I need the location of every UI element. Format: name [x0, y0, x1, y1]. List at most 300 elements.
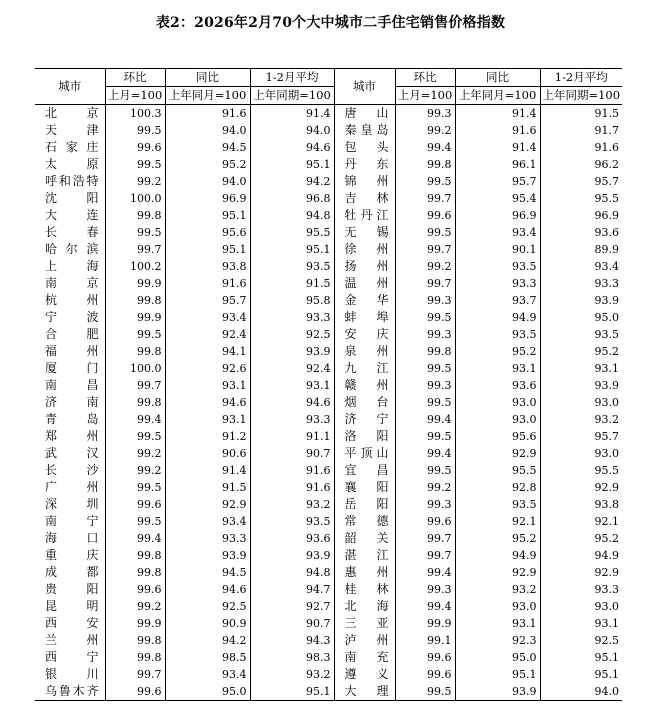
avg-value: 91.5 [594, 107, 619, 120]
yoy-value: 93.8 [165, 258, 250, 275]
avg-value: 92.1 [594, 515, 619, 528]
mom-value: 99.6 [395, 666, 455, 683]
city-name: 成都 [35, 564, 105, 581]
avg-value: 92.7 [250, 598, 334, 615]
yoy-value: 94.2 [165, 632, 250, 649]
city-name: 南京 [35, 275, 105, 292]
mom-value: 99.5 [395, 683, 455, 701]
table-row [35, 190, 622, 207]
table-row [35, 309, 622, 326]
avg-value: 95.8 [250, 292, 334, 309]
yoy-value: 95.1 [455, 666, 540, 683]
city-name: 石家庄 [35, 139, 105, 156]
mom-value: 99.6 [105, 496, 165, 513]
yoy-value: 92.9 [455, 445, 540, 462]
city-name: 西安 [35, 615, 105, 632]
city-name: 惠州 [334, 564, 395, 581]
table-body [35, 105, 622, 701]
mom-value: 99.3 [395, 496, 455, 513]
avg-value: 93.3 [594, 277, 619, 290]
city-name: 重庆 [35, 547, 105, 564]
yoy-value: 94.6 [165, 581, 250, 598]
mom-value: 99.9 [395, 615, 455, 632]
avg-value: 93.6 [250, 530, 334, 547]
avg-value: 91.5 [250, 275, 334, 292]
avg-value: 95.1 [594, 668, 619, 681]
city-name: 大连 [35, 207, 105, 224]
avg-value: 93.5 [250, 258, 334, 275]
city-name: 平顶山 [334, 445, 395, 462]
mom-value: 99.5 [395, 462, 455, 479]
mom-value: 99.6 [105, 581, 165, 598]
avg-value: 93.9 [594, 379, 619, 392]
yoy-value: 91.4 [455, 139, 540, 156]
avg-value: 94.3 [250, 632, 334, 649]
city-name: 秦皇岛 [334, 122, 395, 139]
avg-value: 95.7 [594, 430, 619, 443]
avg-value: 92.9 [594, 566, 619, 579]
avg-value: 93.1 [250, 377, 334, 394]
yoy-value: 92.3 [455, 632, 540, 649]
avg-value: 94.6 [250, 139, 334, 156]
city-name: 安庆 [334, 326, 395, 343]
avg-header-left: 1-2月平均 [250, 69, 334, 87]
city-name: 烟台 [334, 394, 395, 411]
mom-sub-right: 上月=100 [395, 87, 455, 105]
mom-value: 99.7 [395, 275, 455, 292]
yoy-value: 95.7 [455, 173, 540, 190]
city-header-left: 城市 [35, 69, 105, 105]
mom-value: 99.6 [105, 139, 165, 156]
yoy-value: 95.2 [455, 343, 540, 360]
avg-value: 91.6 [250, 479, 334, 496]
mom-value: 99.5 [105, 224, 165, 241]
avg-value: 93.1 [594, 617, 619, 630]
yoy-value: 95.4 [455, 190, 540, 207]
avg-header-right: 1-2月平均 [540, 69, 622, 87]
yoy-sub-left: 上年同月=100 [165, 87, 250, 105]
avg-value: 91.1 [250, 428, 334, 445]
table-row [35, 666, 622, 683]
table-row [35, 649, 622, 666]
mom-value: 100.0 [105, 190, 165, 207]
avg-value: 93.0 [594, 396, 619, 409]
mom-value: 100.2 [105, 258, 165, 275]
city-name: 哈尔滨 [35, 241, 105, 258]
avg-value: 93.2 [250, 496, 334, 513]
city-name: 济南 [35, 394, 105, 411]
avg-value: 95.2 [594, 345, 619, 358]
mom-value: 99.3 [395, 326, 455, 343]
avg-value: 93.3 [250, 309, 334, 326]
avg-value: 91.6 [594, 141, 619, 154]
mom-value: 99.8 [105, 292, 165, 309]
yoy-value: 93.2 [455, 581, 540, 598]
avg-value: 93.6 [594, 226, 619, 239]
mom-value: 99.2 [105, 173, 165, 190]
yoy-value: 93.4 [165, 309, 250, 326]
table-row [35, 343, 622, 360]
city-name: 沈阳 [35, 190, 105, 207]
yoy-value: 95.1 [165, 207, 250, 224]
yoy-value: 90.9 [165, 615, 250, 632]
avg-value: 95.5 [594, 192, 619, 205]
mom-value: 99.2 [395, 122, 455, 139]
city-name: 襄阳 [334, 479, 395, 496]
yoy-value: 93.0 [455, 411, 540, 428]
mom-value: 99.2 [395, 479, 455, 496]
table-row [35, 581, 622, 598]
city-name: 蚌埠 [334, 309, 395, 326]
yoy-value: 91.4 [455, 105, 540, 123]
avg-value: 94.8 [250, 207, 334, 224]
yoy-value: 94.5 [165, 564, 250, 581]
avg-value: 91.6 [250, 462, 334, 479]
yoy-sub-right: 上年同月=100 [455, 87, 540, 105]
table-row [35, 207, 622, 224]
yoy-value: 93.1 [165, 377, 250, 394]
table-row [35, 377, 622, 394]
city-name: 南昌 [35, 377, 105, 394]
mom-value: 99.6 [105, 683, 165, 701]
mom-value: 99.5 [105, 513, 165, 530]
mom-header-left: 环比 [105, 69, 165, 87]
avg-value: 93.9 [250, 547, 334, 564]
table-row [35, 224, 622, 241]
city-name: 郑州 [35, 428, 105, 445]
yoy-value: 96.1 [455, 156, 540, 173]
yoy-value: 93.3 [455, 275, 540, 292]
mom-value: 99.7 [395, 190, 455, 207]
mom-value: 99.8 [395, 156, 455, 173]
yoy-value: 92.5 [165, 598, 250, 615]
yoy-value: 93.4 [455, 224, 540, 241]
yoy-value: 94.0 [165, 122, 250, 139]
mom-value: 99.9 [105, 309, 165, 326]
yoy-value: 92.4 [165, 326, 250, 343]
city-name: 赣州 [334, 377, 395, 394]
city-name: 武汉 [35, 445, 105, 462]
city-name: 扬州 [334, 258, 395, 275]
avg-value: 96.9 [594, 209, 619, 222]
city-name: 广州 [35, 479, 105, 496]
yoy-header-right: 同比 [455, 69, 540, 87]
table-row [35, 173, 622, 190]
avg-sub-left: 上年同期=100 [250, 87, 334, 105]
city-name: 丹东 [334, 156, 395, 173]
city-name: 福州 [35, 343, 105, 360]
yoy-value: 95.0 [165, 683, 250, 701]
mom-value: 99.5 [105, 122, 165, 139]
mom-header-right: 环比 [395, 69, 455, 87]
city-name: 天津 [35, 122, 105, 139]
city-name: 北京 [35, 105, 105, 123]
yoy-value: 92.6 [165, 360, 250, 377]
city-name: 长春 [35, 224, 105, 241]
city-name: 唐山 [334, 105, 395, 123]
table-row [35, 258, 622, 275]
table-row [35, 530, 622, 547]
table-row [35, 547, 622, 564]
avg-value: 98.3 [250, 649, 334, 666]
avg-value: 95.2 [594, 532, 619, 545]
avg-value: 93.3 [594, 583, 619, 596]
yoy-value: 95.2 [165, 156, 250, 173]
table-row [35, 122, 622, 139]
mom-value: 99.8 [105, 207, 165, 224]
yoy-value: 93.3 [165, 530, 250, 547]
yoy-value: 92.8 [455, 479, 540, 496]
avg-value: 95.1 [250, 683, 334, 701]
yoy-value: 94.0 [165, 173, 250, 190]
mom-value: 99.9 [105, 275, 165, 292]
table-row [35, 139, 622, 156]
city-name: 宁波 [35, 309, 105, 326]
table-row [35, 326, 622, 343]
yoy-value: 93.1 [455, 615, 540, 632]
mom-value: 99.6 [395, 513, 455, 530]
mom-value: 99.1 [395, 632, 455, 649]
mom-value: 99.7 [395, 530, 455, 547]
avg-value: 95.1 [250, 156, 334, 173]
mom-value: 99.5 [395, 360, 455, 377]
avg-value: 93.5 [250, 513, 334, 530]
mom-value: 99.5 [395, 309, 455, 326]
mom-sub-left: 上月=100 [105, 87, 165, 105]
table-row [35, 241, 622, 258]
city-name: 大理 [334, 683, 395, 701]
table-row [35, 479, 622, 496]
avg-value: 92.5 [594, 634, 619, 647]
avg-value: 92.9 [594, 481, 619, 494]
mom-value: 99.8 [395, 343, 455, 360]
avg-value: 93.4 [594, 260, 619, 273]
mom-value: 99.3 [395, 292, 455, 309]
mom-value: 100.3 [105, 105, 165, 123]
yoy-value: 93.6 [455, 377, 540, 394]
yoy-value: 95.1 [165, 241, 250, 258]
yoy-value: 93.5 [455, 258, 540, 275]
city-name: 北海 [334, 598, 395, 615]
avg-value: 93.2 [594, 413, 619, 426]
avg-value: 89.9 [594, 243, 619, 256]
mom-value: 99.5 [105, 479, 165, 496]
mom-value: 99.4 [395, 445, 455, 462]
mom-value: 99.8 [105, 343, 165, 360]
city-name: 韶关 [334, 530, 395, 547]
city-name: 包头 [334, 139, 395, 156]
avg-value: 94.6 [250, 394, 334, 411]
avg-value: 93.9 [594, 294, 619, 307]
price-index-table [35, 68, 622, 701]
mom-value: 99.5 [105, 326, 165, 343]
city-name: 三亚 [334, 615, 395, 632]
table-row [35, 428, 622, 445]
avg-value: 93.0 [594, 600, 619, 613]
mom-value: 99.5 [105, 156, 165, 173]
yoy-value: 91.6 [455, 122, 540, 139]
yoy-value: 93.5 [455, 496, 540, 513]
city-name: 吉林 [334, 190, 395, 207]
yoy-value: 95.6 [165, 224, 250, 241]
yoy-value: 93.1 [165, 411, 250, 428]
yoy-value: 91.6 [165, 275, 250, 292]
city-name: 合肥 [35, 326, 105, 343]
city-name: 洛阳 [334, 428, 395, 445]
table-row [35, 275, 622, 292]
mom-value: 99.5 [395, 428, 455, 445]
yoy-value: 94.1 [165, 343, 250, 360]
city-header-right: 城市 [334, 69, 395, 105]
avg-value: 93.5 [594, 328, 619, 341]
mom-value: 99.8 [105, 394, 165, 411]
yoy-value: 91.2 [165, 428, 250, 445]
mom-value: 99.2 [395, 258, 455, 275]
avg-value: 96.8 [250, 190, 334, 207]
yoy-value: 91.6 [165, 105, 250, 123]
city-name: 兰州 [35, 632, 105, 649]
avg-value: 95.1 [594, 651, 619, 664]
mom-value: 99.4 [105, 411, 165, 428]
yoy-value: 95.6 [455, 428, 540, 445]
yoy-value: 96.9 [455, 207, 540, 224]
mom-value: 99.5 [395, 173, 455, 190]
mom-value: 99.5 [105, 428, 165, 445]
city-name: 桂林 [334, 581, 395, 598]
avg-value: 93.0 [594, 447, 619, 460]
avg-value: 95.1 [250, 241, 334, 258]
city-name: 西宁 [35, 649, 105, 666]
table-row [35, 360, 622, 377]
yoy-value: 92.9 [455, 564, 540, 581]
city-name: 贵阳 [35, 581, 105, 598]
yoy-header-left: 同比 [165, 69, 250, 87]
yoy-value: 93.4 [165, 513, 250, 530]
mom-value: 99.3 [395, 581, 455, 598]
city-name: 海口 [35, 530, 105, 547]
avg-value: 93.8 [594, 498, 619, 511]
yoy-value: 93.0 [455, 598, 540, 615]
yoy-value: 91.5 [165, 479, 250, 496]
city-name: 银川 [35, 666, 105, 683]
avg-value: 93.1 [594, 362, 619, 375]
city-name: 深圳 [35, 496, 105, 513]
city-name: 南充 [334, 649, 395, 666]
city-name: 遵义 [334, 666, 395, 683]
table-row [35, 513, 622, 530]
yoy-value: 93.5 [455, 326, 540, 343]
table-row [35, 445, 622, 462]
avg-value: 92.4 [250, 360, 334, 377]
city-name: 厦门 [35, 360, 105, 377]
avg-value: 95.7 [594, 175, 619, 188]
avg-value: 95.5 [594, 464, 619, 477]
table-row [35, 632, 622, 649]
city-name: 徐州 [334, 241, 395, 258]
city-name: 长沙 [35, 462, 105, 479]
mom-value: 99.2 [105, 462, 165, 479]
yoy-value: 93.1 [455, 360, 540, 377]
yoy-value: 91.4 [165, 462, 250, 479]
yoy-value: 92.1 [455, 513, 540, 530]
avg-value: 94.0 [540, 683, 622, 701]
city-name: 济宁 [334, 411, 395, 428]
table-row [35, 292, 622, 309]
mom-value: 99.3 [395, 377, 455, 394]
avg-value: 91.7 [594, 124, 619, 137]
city-name: 牡丹江 [334, 207, 395, 224]
table-row [35, 156, 622, 173]
city-name: 无锡 [334, 224, 395, 241]
mom-value: 99.5 [395, 394, 455, 411]
table-row [35, 615, 622, 632]
yoy-value: 94.5 [165, 139, 250, 156]
yoy-value: 93.0 [455, 394, 540, 411]
city-name: 昆明 [35, 598, 105, 615]
yoy-value: 94.9 [455, 547, 540, 564]
mom-value: 99.2 [105, 445, 165, 462]
city-name: 宜昌 [334, 462, 395, 479]
yoy-value: 94.9 [455, 309, 540, 326]
mom-value: 99.4 [105, 530, 165, 547]
mom-value: 99.7 [105, 666, 165, 683]
city-name: 太原 [35, 156, 105, 173]
city-name: 泸州 [334, 632, 395, 649]
mom-value: 99.7 [105, 377, 165, 394]
mom-value: 99.6 [395, 207, 455, 224]
avg-value: 95.5 [250, 224, 334, 241]
city-name: 湛江 [334, 547, 395, 564]
avg-value: 93.2 [250, 666, 334, 683]
mom-value: 99.7 [395, 547, 455, 564]
city-name: 南宁 [35, 513, 105, 530]
yoy-value: 95.5 [455, 462, 540, 479]
yoy-value: 93.4 [165, 666, 250, 683]
yoy-value: 90.1 [455, 241, 540, 258]
avg-value: 94.8 [250, 564, 334, 581]
mom-value: 99.8 [105, 564, 165, 581]
mom-value: 99.3 [395, 105, 455, 123]
avg-value: 90.7 [250, 615, 334, 632]
avg-value: 94.7 [250, 581, 334, 598]
yoy-value: 92.9 [165, 496, 250, 513]
city-name: 泉州 [334, 343, 395, 360]
table-row [35, 394, 622, 411]
yoy-value: 96.9 [165, 190, 250, 207]
city-name: 九江 [334, 360, 395, 377]
yoy-value: 93.9 [455, 683, 540, 701]
mom-value: 99.2 [105, 598, 165, 615]
avg-value: 94.0 [250, 122, 334, 139]
avg-sub-right: 上年同期=100 [540, 87, 622, 105]
yoy-value: 93.9 [165, 547, 250, 564]
avg-value: 94.9 [594, 549, 619, 562]
city-name: 温州 [334, 275, 395, 292]
city-name: 常德 [334, 513, 395, 530]
table-row [35, 683, 622, 701]
mom-value: 99.8 [105, 649, 165, 666]
mom-value: 99.4 [395, 411, 455, 428]
mom-value: 99.7 [105, 241, 165, 258]
city-name: 杭州 [35, 292, 105, 309]
mom-value: 99.7 [395, 241, 455, 258]
avg-value: 92.5 [250, 326, 334, 343]
city-name: 岳阳 [334, 496, 395, 513]
mom-value: 99.4 [395, 139, 455, 156]
table-row [35, 598, 622, 615]
avg-value: 93.3 [250, 411, 334, 428]
yoy-value: 90.6 [165, 445, 250, 462]
